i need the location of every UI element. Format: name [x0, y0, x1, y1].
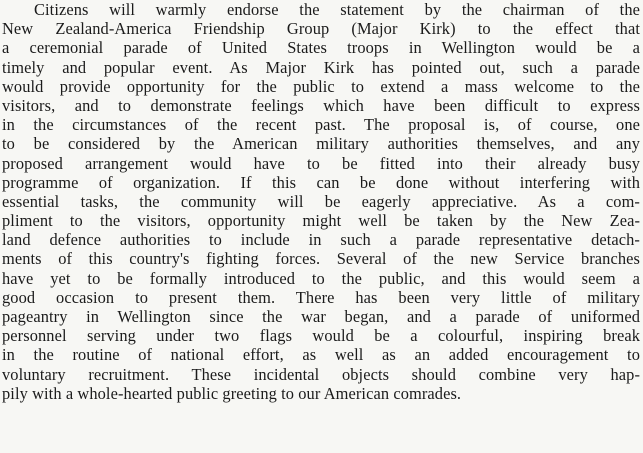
- article-line: essential tasks, the community will be eagerly appreciative. As a com-: [2, 191, 640, 211]
- article-line: personnel serving under two flags would be a colourful, inspiring break: [2, 326, 640, 346]
- article-line: would provide opportunity for the public to extend a mass welcome to the: [2, 76, 640, 96]
- article-line: land defence authorities to include in such a parade representative detach-: [2, 230, 640, 250]
- article-line: timely and popular event. As Major Kirk has pointed out, such a parade: [2, 57, 640, 77]
- article-line: have yet to be formally introduced to the public, and this would seem a: [2, 268, 640, 288]
- article-line: ments of this country's fighting forces. Several of the new Service branches: [2, 249, 640, 269]
- article-line: pliment to the visitors, opportunity might well be taken by the New Zea-: [2, 211, 640, 231]
- article-line: Citizens will warmly endorse the statement by the chairman of the: [34, 0, 640, 19]
- article-line: New Zealand-America Friendship Group (Major Kirk) to the effect that: [2, 19, 640, 39]
- article-line: programme of organization. If this can be done without interfering with: [2, 172, 640, 192]
- article-body: [2, 0, 640, 403]
- article-line: proposed arrangement would have to be fitted into their already busy: [2, 153, 640, 173]
- article-line: good occasion to present them. There has been very little of military: [2, 287, 640, 307]
- article-line: pageantry in Wellington since the war began, and a parade of uniformed: [2, 307, 640, 326]
- article-line: in the circumstances of the recent past. The proposal is, of course, one: [2, 115, 640, 135]
- article-line: visitors, and to demonstrate feelings which have been difficult to express: [2, 95, 640, 115]
- article-line: pily with a whole-hearted public greeting to our American comrades.: [2, 383, 462, 403]
- article-line: a ceremonial parade of United States troops in Wellington would be a: [2, 38, 640, 58]
- article-line: voluntary recruitment. These incidental objects should combine very hap-: [2, 364, 640, 384]
- article-line: in the routine of national effort, as well as an added encouragement to: [2, 345, 640, 365]
- article-line: to be considered by the American military authorities themselves, and any: [2, 134, 640, 154]
